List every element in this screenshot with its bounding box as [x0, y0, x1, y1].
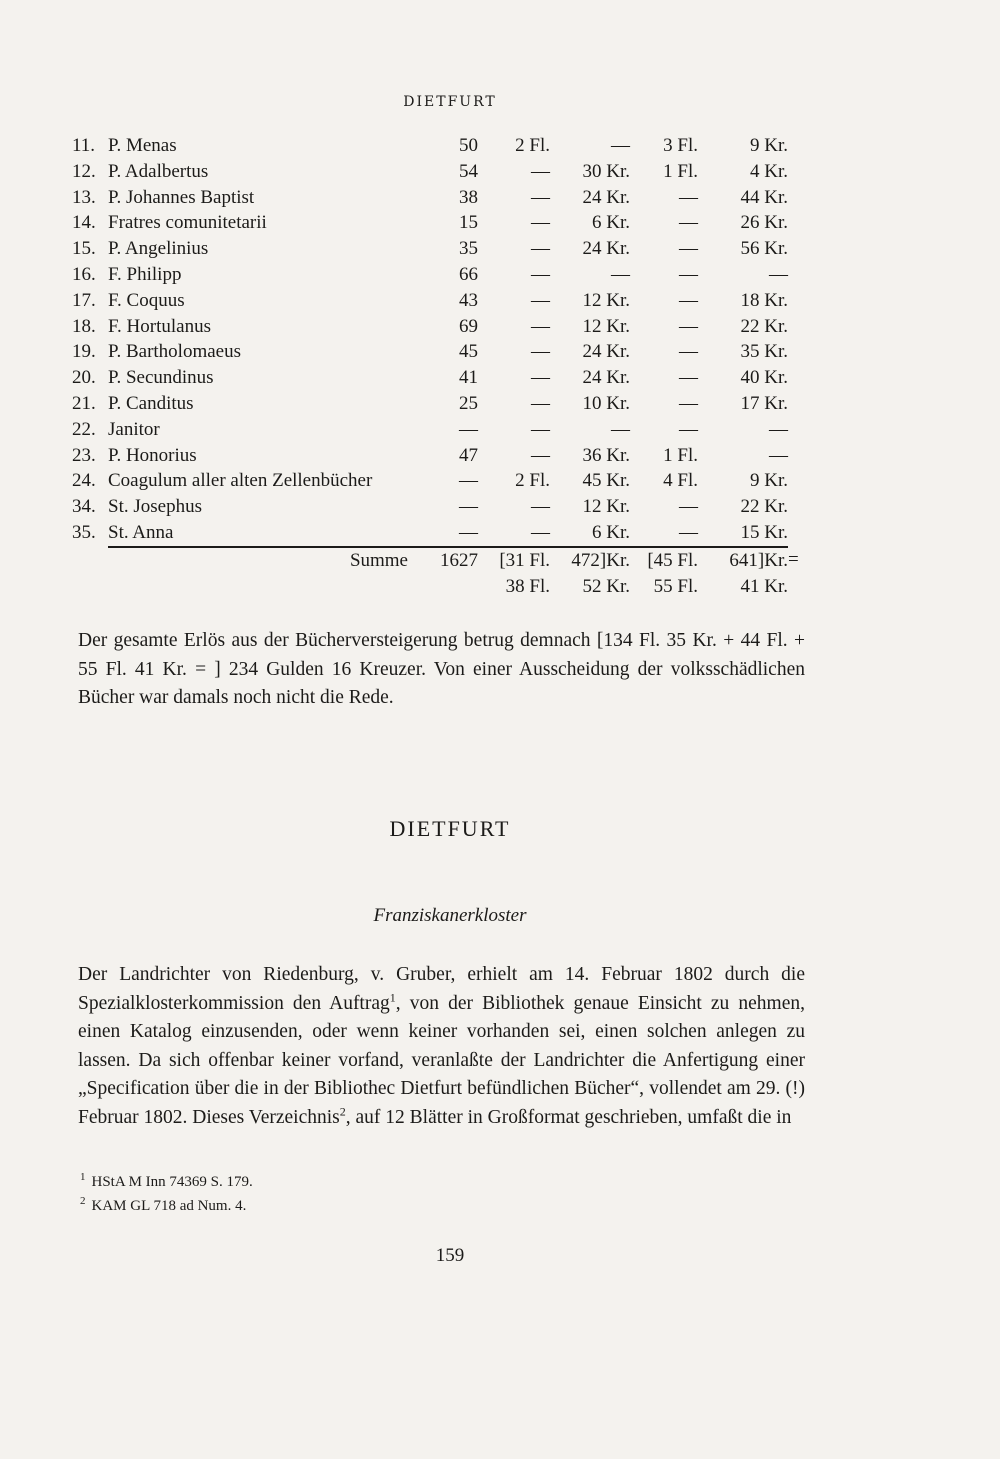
- row-fl-a: —: [531, 521, 550, 543]
- row-fl-c: —: [679, 418, 698, 440]
- row-fl-c: —: [679, 367, 698, 389]
- row-name: Fratres comunitetarii: [108, 212, 267, 234]
- row-books: 54: [459, 160, 478, 182]
- ledger-body: [72, 133, 808, 547]
- sum-kr-d: 641]Kr.: [698, 547, 788, 574]
- row-fl-c: —: [679, 289, 698, 311]
- row-fl-a: —: [531, 238, 550, 260]
- footnote: $^1$ HStA M Inn 74369 S. 179.: [80, 1171, 253, 1190]
- auction-ledger-table: [72, 133, 808, 599]
- row-kr-b: 24 Kr.: [582, 341, 630, 363]
- ledger-row: [72, 210, 808, 236]
- row-kr-d: 15 Kr.: [740, 521, 788, 543]
- ledger-row: [72, 133, 808, 159]
- row-kr-b: 12 Kr.: [582, 496, 630, 518]
- row-name: St. Anna: [108, 521, 174, 543]
- row-number: 15.: [72, 238, 96, 260]
- footnotes: [80, 1170, 253, 1218]
- row-name: F. Philipp: [108, 263, 182, 285]
- row-kr-b: —: [611, 263, 630, 285]
- row-fl-c: 1 Fl.: [663, 444, 698, 466]
- row-name: P. Bartholomaeus: [108, 341, 241, 363]
- row-kr-d: 44 Kr.: [740, 186, 788, 208]
- ledger-row: [72, 185, 808, 211]
- row-books: 43: [459, 289, 478, 311]
- footnote-ref-1: 1: [389, 990, 396, 1004]
- row-fl-a: —: [531, 160, 550, 182]
- row-name: P. Honorius: [108, 444, 197, 466]
- row-name: St. Josephus: [108, 496, 202, 518]
- row-fl-a: —: [531, 367, 550, 389]
- ledger-row: [72, 494, 808, 520]
- ledger-row: [72, 391, 808, 417]
- row-kr-b: —: [611, 418, 630, 440]
- row-name: P. Secundinus: [108, 367, 214, 389]
- row-kr-b: 12 Kr.: [582, 315, 630, 337]
- row-kr-d: —: [769, 418, 788, 440]
- total-kr-b: 52 Kr.: [582, 575, 630, 597]
- running-head: DIETFURT: [403, 94, 497, 110]
- row-name: Janitor: [108, 418, 160, 440]
- row-kr-b: 6 Kr.: [592, 212, 630, 234]
- row-books: 45: [459, 341, 478, 363]
- row-number: 35.: [72, 522, 96, 544]
- row-number: 13.: [72, 186, 96, 208]
- section-subtitle: Franziskanerkloster: [373, 905, 527, 926]
- row-fl-a: —: [531, 496, 550, 518]
- ledger-row: [72, 159, 808, 185]
- row-books: 41: [459, 367, 478, 389]
- row-number: 19.: [72, 341, 96, 363]
- row-books: 50: [459, 135, 478, 156]
- row-kr-d: 18 Kr.: [740, 289, 788, 311]
- row-fl-c: —: [679, 212, 698, 234]
- row-fl-c: —: [679, 521, 698, 543]
- row-kr-d: 9 Kr.: [750, 135, 788, 156]
- row-fl-a: —: [531, 289, 550, 311]
- row-kr-b: 10 Kr.: [582, 392, 630, 414]
- row-fl-c: —: [679, 496, 698, 518]
- row-name: P. Canditus: [108, 392, 194, 414]
- sum-label: Summe: [108, 547, 418, 574]
- sum-total-row: [72, 574, 808, 600]
- row-kr-b: 12 Kr.: [582, 289, 630, 311]
- ledger-sum: [72, 547, 808, 600]
- row-books: 47: [459, 444, 478, 466]
- row-fl-a: —: [531, 315, 550, 337]
- row-kr-b: 6 Kr.: [592, 521, 630, 543]
- row-number: 11.: [72, 135, 96, 156]
- row-fl-a: —: [531, 263, 550, 285]
- row-fl-c: —: [679, 186, 698, 208]
- row-books: 25: [459, 392, 478, 414]
- landrichter-paragraph: [78, 961, 805, 1132]
- row-fl-c: 3 Fl.: [663, 135, 698, 156]
- row-fl-c: —: [679, 238, 698, 260]
- row-fl-a: 2 Fl.: [515, 135, 550, 156]
- row-number: 18.: [72, 315, 96, 337]
- row-books: 35: [459, 238, 478, 260]
- ledger-row: [72, 365, 808, 391]
- row-name: F. Coquus: [108, 289, 185, 311]
- ledger-row: [72, 314, 808, 340]
- row-number: 20.: [72, 367, 96, 389]
- page-number: 159: [435, 1245, 465, 1266]
- total-fl-a: 38 Fl.: [505, 575, 550, 597]
- row-kr-b: 45 Kr.: [582, 470, 630, 492]
- row-kr-b: 24 Kr.: [582, 238, 630, 260]
- section-title: DIETFURT: [389, 816, 511, 841]
- row-fl-a: —: [531, 212, 550, 234]
- row-name: P. Adalbertus: [108, 160, 209, 182]
- row-name: P. Angelinius: [108, 238, 209, 260]
- row-number: 16.: [72, 263, 96, 285]
- row-kr-b: —: [611, 135, 630, 156]
- sum-row: [72, 547, 808, 574]
- footnote-ref-2: 2: [339, 1104, 346, 1118]
- row-kr-b: 24 Kr.: [582, 367, 630, 389]
- row-kr-d: 4 Kr.: [750, 160, 788, 182]
- row-kr-d: —: [769, 263, 788, 285]
- proceeds-paragraph: [78, 627, 805, 713]
- row-kr-d: 9 Kr.: [750, 470, 788, 492]
- row-number: 17.: [72, 289, 96, 311]
- row-fl-c: 1 Fl.: [663, 160, 698, 182]
- landrichter-text: Der Landrichter von Riedenburg, v. Gruber, erhielt am 14. Februar 1802 durch die Spezialklosterkommission den Auftrag$^1$, von der Bibliothek genaue Einsicht zu nehmen, einen Katalog einzusenden, oder wenn keiner vorhanden sei, einen solchen anlegen zu lassen. Da sich offenbar keiner vorfand, veranlaßte der Landrichter die Anfertigung einer „Specification über die in der Bibliothec Dietfurt befündlichen Bücher“, vollendet am 29. (!) Februar 1802. Dieses Verzeichnis$^2$, auf 12 Blätter in Großformat geschrieben, umfaßt die in: [78, 964, 805, 1128]
- ledger-row: [72, 262, 808, 288]
- row-books: 38: [459, 186, 478, 208]
- row-number: 22.: [72, 418, 96, 440]
- ledger-row: [72, 339, 808, 365]
- row-kr-d: 26 Kr.: [740, 212, 788, 234]
- sum-equals: =: [788, 549, 799, 571]
- row-fl-a: —: [531, 186, 550, 208]
- row-kr-d: —: [769, 444, 788, 466]
- row-fl-c: —: [679, 341, 698, 363]
- row-books: —: [459, 418, 478, 440]
- row-fl-c: —: [679, 315, 698, 337]
- row-books: —: [459, 470, 478, 492]
- row-kr-d: 22 Kr.: [740, 315, 788, 337]
- ledger-row: [72, 520, 808, 547]
- row-number: 14.: [72, 212, 96, 234]
- row-fl-c: 4 Fl.: [663, 470, 698, 492]
- row-number: 23.: [72, 444, 96, 466]
- sum-kr-b: 472]Kr.: [550, 547, 630, 574]
- ledger-row: [72, 443, 808, 469]
- row-kr-d: 56 Kr.: [740, 238, 788, 260]
- row-fl-a: —: [531, 444, 550, 466]
- row-name: Coagulum aller alten Zellenbücher: [108, 470, 373, 492]
- row-kr-d: 35 Kr.: [740, 341, 788, 363]
- row-books: —: [459, 521, 478, 543]
- total-fl-c: 55 Fl.: [653, 575, 698, 597]
- row-fl-c: —: [679, 392, 698, 414]
- row-kr-b: 24 Kr.: [582, 186, 630, 208]
- ledger-row: [72, 468, 808, 494]
- row-books: 69: [459, 315, 478, 337]
- row-fl-a: —: [531, 392, 550, 414]
- row-fl-a: —: [531, 418, 550, 440]
- ledger-row: [72, 236, 808, 262]
- ledger-row: [72, 288, 808, 314]
- row-fl-a: —: [531, 341, 550, 363]
- row-books: 66: [459, 263, 478, 285]
- proceeds-text: Der gesamte Erlös aus der Bücherversteigerung betrug demnach [134 Fl. 35 Kr. + 44 Fl. + 55 Fl. 41 Kr. = ] 234 Gulden 16 Kreuzer. Von einer Ausscheidung der volksschädlichen Bücher war damals noch nicht die Rede.: [78, 630, 805, 708]
- row-fl-c: —: [679, 263, 698, 285]
- row-fl-a: 2 Fl.: [515, 470, 550, 492]
- row-number: 24.: [72, 470, 96, 492]
- row-name: P. Menas: [108, 135, 177, 156]
- sum-fl-c: [45 Fl.: [630, 547, 698, 574]
- row-kr-b: 36 Kr.: [582, 444, 630, 466]
- row-kr-b: 30 Kr.: [582, 160, 630, 182]
- row-name: P. Johannes Baptist: [108, 186, 255, 208]
- total-kr-d: 41 Kr.: [740, 575, 788, 597]
- row-kr-d: 17 Kr.: [740, 392, 788, 414]
- row-number: 12.: [72, 160, 96, 182]
- sum-books: 1627: [418, 547, 478, 574]
- sum-fl-a: [31 Fl.: [478, 547, 550, 574]
- row-name: F. Hortulanus: [108, 315, 211, 337]
- row-kr-d: 40 Kr.: [740, 367, 788, 389]
- row-number: 34.: [72, 496, 96, 518]
- row-books: 15: [459, 212, 478, 234]
- row-kr-d: 22 Kr.: [740, 496, 788, 518]
- footnote: $^2$ KAM GL 718 ad Num. 4.: [80, 1195, 247, 1214]
- row-books: —: [459, 496, 478, 518]
- ledger-row: [72, 417, 808, 443]
- row-number: 21.: [72, 392, 96, 414]
